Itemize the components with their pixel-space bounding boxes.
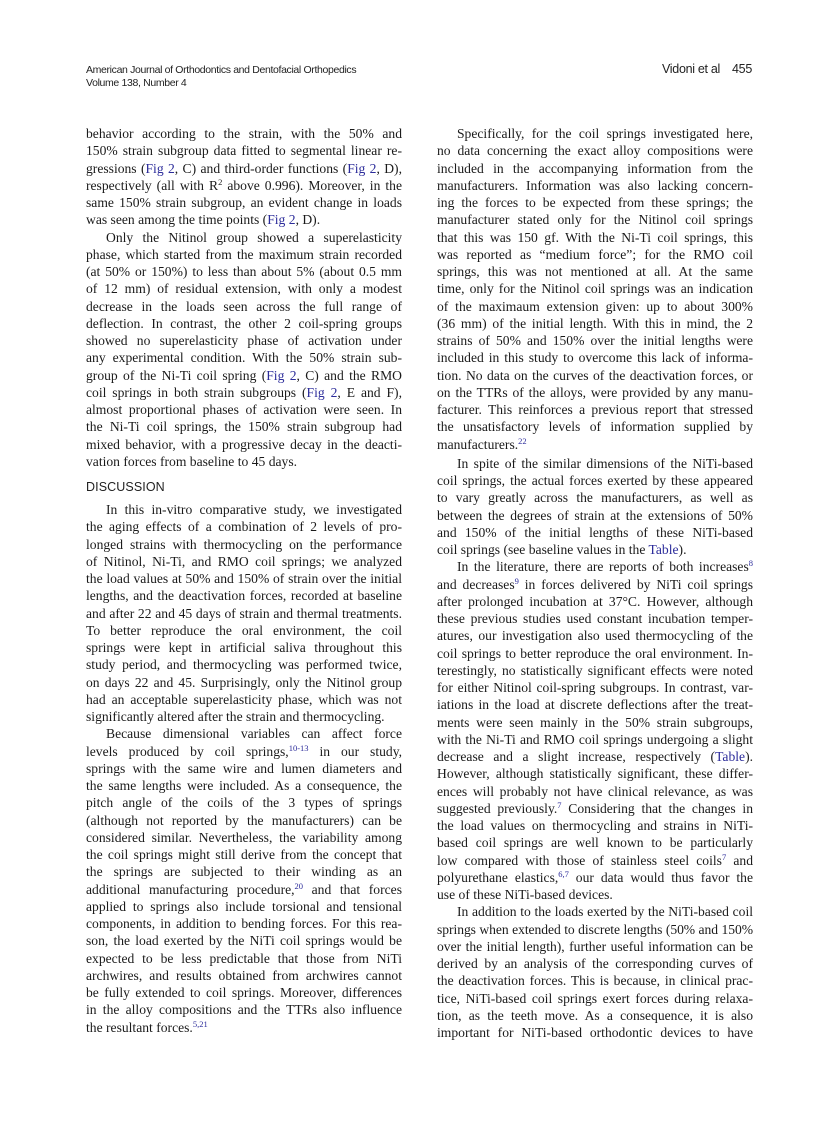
text-line: considered similar. Nevertheless, the variability among (86, 829, 402, 845)
cross-reference-link[interactable]: Fig 2 (306, 384, 338, 400)
text-line: respectively (all with $R^2$ above 0.996). Moreover, in the (86, 176, 402, 193)
text-line: to vary greatly across the manufacturers, as well as (437, 490, 753, 506)
cross-reference-link[interactable]: Fig 2 (266, 367, 297, 383)
text-line: lengths, and the deactivation forces, recorded at baseline (86, 588, 402, 604)
cross-reference-link[interactable]: Table (648, 542, 679, 557)
text-line: polyurethane elastics,$^{6,7}$ our data would thus favor the (437, 868, 753, 885)
text-line: manufacturers. Information was also lacking concern- (437, 177, 753, 193)
text-line: additional manufacturing procedure,$^{20}$ and that forces (86, 880, 402, 897)
text-line: strains of 50% and 150% over the initial lengths were (437, 333, 753, 348)
text-line: of 12 mm) of residual extension, with only a modest (86, 281, 402, 297)
text-line: be fully extended to coil springs. Moreover, differences (86, 985, 402, 1000)
text-line: Specifically, for the coil springs investigated here, (457, 126, 753, 141)
text-line: the coil springs might still derive from the concept that (86, 847, 402, 862)
text-line: ences will probably not have clinical relevance, as was (437, 783, 753, 799)
text-line: coil springs, the actual forces exerted by these appeared (437, 473, 753, 488)
text-line: low compared with those of stainless steel coils$^7$ and (437, 851, 753, 868)
text-line: pitch angle of the coils of the 3 types of springs (86, 795, 402, 811)
text-line: coil springs in both strain subgroups (Fig 2, E and F), (86, 384, 402, 400)
text-line: In spite of the similar dimensions of the NiTi-based (457, 455, 753, 471)
running-header-page (662, 63, 752, 76)
text-line: mixed behavior, with a progressive decay in the deacti- (86, 436, 402, 452)
text-line: son, the load exerted by the NiTi coil springs would be (86, 933, 402, 949)
text-line: Because dimensional variables can affect force (106, 726, 402, 742)
text-line: facturer. This reinforces a previous report that stressed (437, 402, 753, 417)
text-line: significantly altered after the strain and thermocycling. (86, 709, 385, 724)
cross-reference-link[interactable]: Table (715, 749, 746, 764)
text-line: of the maximaum extension given: up to about 300% (437, 298, 753, 314)
text-line: and decreases$^9$ in forces delivered by NiTi coil springs (437, 575, 753, 592)
text-line: (36 mm) of the initial length. With this in mind, the 2 (437, 315, 753, 331)
citation-superscript[interactable]: 8 (748, 558, 753, 569)
text-line: in the alloy compositions and the TTRs also influence (86, 1002, 402, 1018)
cross-reference-link[interactable]: Fig 2 (267, 212, 296, 228)
paragraph (86, 501, 402, 725)
citation-superscript[interactable]: 6,7 (558, 868, 569, 879)
text-line: that this was 150 gf. With the Ni-Ti coil springs, this (437, 229, 753, 245)
text-line: To better reproduce the oral environment, the coil (86, 622, 402, 638)
text-line: manufacturers.$^{22}$ (437, 435, 527, 452)
text-line: longed strains with thermocycling on the performance (86, 536, 402, 552)
text-line: coil springs to better reproduce the oral environment. In- (437, 645, 753, 661)
left-column (86, 125, 402, 1036)
right-column (437, 125, 753, 1041)
text-line: tice, NiTi-based coil springs exert forces during relaxa- (437, 990, 753, 1006)
citation-superscript[interactable]: 5,21 (192, 1018, 208, 1029)
text-line: any experimental condition. With the 50% strain sub- (86, 350, 402, 366)
text-line: In addition to the loads exerted by the NiTi-based coil (457, 904, 753, 920)
text-line: the same lengths were included. As a consequence, the (86, 778, 402, 793)
text-line: no data concerning the exact alloy compositions were (437, 143, 753, 159)
text-line: terestingly, no statistically significant effects were noted (437, 662, 753, 678)
citation-superscript[interactable]: 20 (294, 880, 304, 891)
citation-superscript[interactable]: 9 (514, 575, 519, 586)
text-line: showed no superelasticity phase of activation under (86, 333, 402, 348)
text-line: However, although statistically significant, these differ- (437, 766, 753, 782)
text-line: and 150% of the initial lengths of these NiTi-based (437, 524, 753, 540)
text-line: components, in addition to bending forces. For this rea- (86, 916, 402, 931)
text-line: the load values at 50% and 150% of strain over the initial (86, 571, 402, 586)
cross-reference-link[interactable]: Fig 2 (145, 160, 175, 176)
text-line: behavior according to the strain, with the 50% and (86, 126, 402, 141)
journal-title: American Journal of Orthodontics and Dentofacial Orthopedics (86, 64, 357, 76)
text-line: based coil springs are well known to be particularly (437, 835, 753, 851)
text-line: deflection. In contrast, the other 2 coil-spring groups (86, 315, 402, 331)
text-line: archwires, and results obtained from archwires cannot (86, 967, 402, 983)
text-line: same 150% strain subgroup, an evident change in loads (86, 195, 402, 210)
text-line: In this in-vitro comparative study, we investigated (106, 502, 402, 517)
section-heading: DISCUSSION (86, 480, 165, 494)
paragraph (437, 558, 753, 903)
text-line: applied to springs also include torsional and tensional (86, 898, 402, 914)
text-line: for either Nitinol coil-spring subgroups. In contrast, var- (437, 680, 753, 695)
text-line: (at 50% or 150%) to less than about 5% (about 0.5 mm (86, 264, 402, 279)
text-line: the springs are subjected to their winding as an (86, 864, 402, 880)
text-line: included in this study to overcome this lack of informa- (437, 350, 753, 366)
text-line: springs when extended to discrete lengths (50% and 150% (437, 921, 753, 937)
author-names: Vidoni et al (662, 62, 721, 76)
citation-superscript[interactable]: 7 (557, 799, 562, 810)
paragraph (86, 125, 402, 229)
text-line: vation forces from baseline to 45 days. (86, 453, 298, 469)
text-line: almost proportional phases of activation were seen. In (86, 402, 402, 417)
text-line: manufacturer stated only for the Nitinol coil springs (437, 212, 753, 228)
text-line: derived by an analysis of the corresponding curves of (437, 956, 753, 971)
text-line: springs with the same wire and lumen diameters and (86, 760, 402, 776)
text-line: and after 22 and 45 days of strain and thermal treatments. (86, 605, 402, 621)
running-header-journal (86, 64, 356, 90)
text-line: In the literature, there are reports of both increases$^8$ (457, 558, 753, 575)
citation-superscript[interactable]: 22 (518, 435, 527, 446)
paragraph (437, 125, 753, 453)
text-line: the resultant forces.$^{5,21}$ (86, 1018, 208, 1035)
text-line: iations in the load at discrete deflections after the treat- (437, 697, 753, 713)
text-line: tion. No data on the curves of the deactivation forces, or (437, 367, 753, 383)
text-line: Only the Nitinol group showed a superelasticity (106, 229, 402, 245)
text-line: ments were seen mainly in the 50% strain subgroups, (437, 714, 753, 730)
text-line: over the initial length), further useful information can be (437, 938, 753, 954)
text-line: decrease and a slight increase, respectively (Table). (437, 749, 753, 764)
text-line: use of these NiTi-based devices. (437, 887, 613, 902)
text-line: on the TTRs of the alloys, were provided by any manu- (437, 384, 753, 400)
page-number: 455 (732, 62, 752, 76)
paragraph (86, 229, 402, 471)
text-line: was seen among the time points (Fig 2, D). (86, 212, 321, 228)
cross-reference-link[interactable]: Fig 2 (347, 160, 377, 176)
text-line: on days 22 and 45. Surprisingly, only the Nitinol group (86, 674, 402, 690)
text-line: coil springs (see baseline values in the Table). (437, 542, 687, 557)
text-line: levels produced by coil springs,$^{10-13}$ in our study, (86, 742, 403, 759)
text-line: important for NiTi-based orthodontic devices to have (437, 1025, 753, 1040)
text-line: (although not reported by the manufacturers) can be (86, 812, 402, 828)
text-line: included in the accompanying information from the (437, 160, 753, 176)
text-line: phase, which started from the maximum strain recorded (86, 246, 402, 262)
text-line: the aging effects of a combination of 2 levels of pro- (86, 519, 402, 535)
citation-superscript[interactable]: 2 (218, 176, 223, 187)
text-line: expected to be less predictable that those from NiTi (86, 950, 402, 966)
text-line: group of the Ni-Ti coil spring (Fig 2, C) and the RMO (86, 367, 403, 383)
text-line: suggested previously.$^7$ Considering that the changes in (437, 799, 754, 816)
citation-superscript[interactable]: 10-13 (288, 742, 309, 753)
text-line: these previous studies used constant incubation temper- (437, 611, 753, 626)
text-line: 150% strain subgroup data fitted to segmental linear re- (86, 143, 402, 159)
text-line: springs were kept in artificial saliva throughout this (86, 640, 402, 655)
text-line: was reported as “medium force”; for the RMO coil (437, 246, 753, 262)
text-line: the load values on thermocycling and strains in NiTi- (437, 818, 753, 833)
text-line: had an acceptable superelasticity phase, which was not (86, 691, 402, 707)
text-line: the Ni-Ti coil springs, the 150% strain subgroup had (86, 419, 402, 435)
text-line: atures, our investigation also used thermocycling of the (437, 628, 753, 644)
text-line: the unsatisfactory levels of information supplied by (437, 419, 753, 435)
text-line: ing the forces to be expected from these springs; the (437, 195, 753, 210)
paragraph (86, 725, 402, 1036)
text-line: after prolonged incubation at 37°C. However, although (437, 593, 753, 609)
paragraph (437, 903, 753, 1041)
text-line: time, only for the Nitinol coil springs was an indication (437, 281, 753, 297)
paragraph (437, 455, 753, 559)
citation-superscript[interactable]: 7 (721, 851, 727, 862)
text-line: study period, and thermocycling was performed twice, (86, 657, 402, 673)
text-line: of Nitinol, Ni-Ti, and RMO coil springs; we analyzed (86, 553, 402, 569)
text-line: springs, this was not mentioned at all. At the same (437, 264, 753, 279)
text-line: gressions (Fig 2, C) and third-order functions (Fig 2, D), (86, 160, 402, 176)
text-line: between the degrees of strain at the extensions of 50% (437, 507, 753, 523)
text-line: decrease in the loads seen across the full range of (86, 298, 402, 314)
text-line: with the Ni-Ti and RMO coil springs undergoing a slight (437, 731, 753, 747)
text-line: tion, as the teeth move. As a consequence, it is also (437, 1007, 753, 1023)
journal-volume: Volume 138, Number 4 (86, 77, 187, 89)
text-line: the deactivation forces. This is because, in clinical prac- (437, 973, 753, 989)
